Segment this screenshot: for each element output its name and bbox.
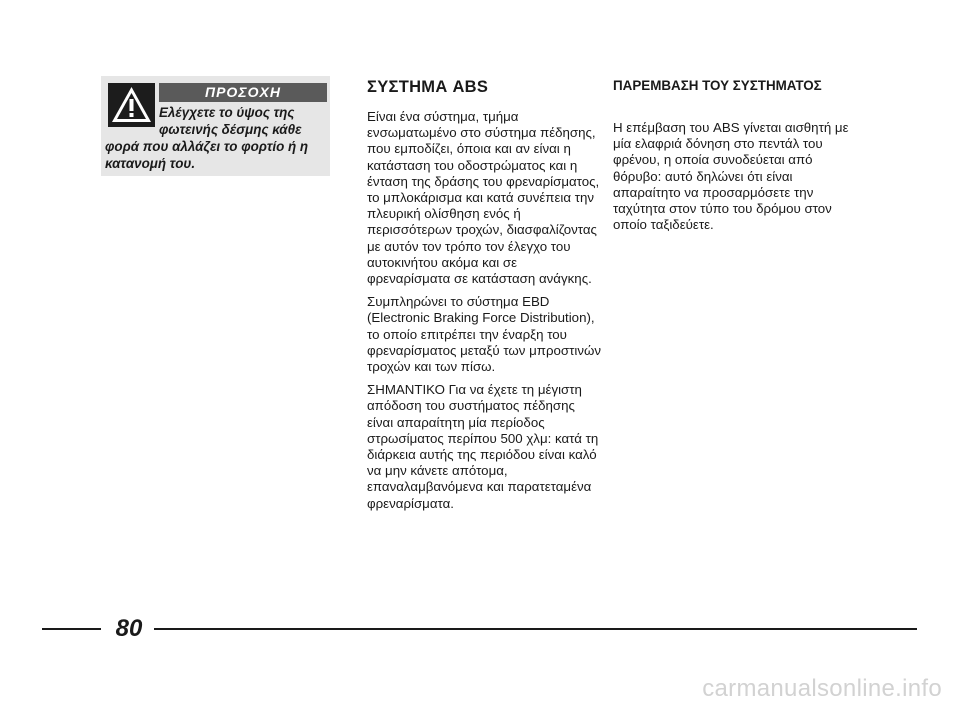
page-number: 80: [115, 615, 143, 642]
intervention-section-title: ΠΑΡΕΜΒΑΣΗ ΤΟΥ ΣΥΣΤΗΜΑΤΟΣ: [613, 78, 822, 93]
warning-box: [101, 76, 330, 176]
abs-section-title: ΣΥΣΤΗΜΑ ABS: [367, 78, 489, 96]
warning-text: Ελέγχετε το ύψος της φωτεινής δέσμης κάθε φορά που αλλάζει το φορτίο ή η κατανομή του.: [105, 105, 309, 171]
watermark: carmanualsonline.info: [702, 675, 942, 702]
warning-header: ΠΡΟΣΟΧΗ: [159, 83, 327, 102]
abs-paragraph: Συμπληρώνει το σύστημα EBD (Electronic Braking Force Distribution), το οποίο επιτρέπει την έναρξη του φρεναρίσματος μεταξύ των μπροστινών τροχών και των πίσω.: [367, 294, 602, 375]
intervention-section-text: Η επέμβαση του ABS γίνεται αισθητή με μία ελαφριά δόνηση στο πεντάλ του φρένου, η οποία συνοδεύεται από θόρυβο: αυτό δηλώνει ότι είναι απαραίτητο να προσαρμόσετε την ταχύτητα στον τύπο του δρόμου στον οποίο ταξιδεύετε.: [613, 120, 849, 233]
footer-rule-right: [154, 628, 917, 630]
abs-paragraph: ΣΗΜΑΝΤΙΚΟ Για να έχετε τη μέγιστη απόδοση του συστήματος πέδησης είναι απαραίτητη μία περίοδος στρωσίματος περίπου 500 χλμ: κατά τη διάρκεια αυτής της περιόδου είναι καλό να μην κάνετε απότομα, επαναλαμβανόμενα και παρατεταμένα φρεναρίσματα.: [367, 382, 599, 511]
footer-rule-left: [42, 628, 101, 630]
abs-paragraph: Είναι ένα σύστημα, τμήμα ενσωματωμένο στο σύστημα πέδησης, που εμποδίζει, όποια και αν είναι η κατάσταση του οδοστρώματος και η ένταση της δράσης του φρεναρίσματος, το μπλοκάρισμα και κατά συνέπεια την πλευρική ολίσθηση ενός ή περισσότερων τροχών, διασφαλίζοντας με αυτόν τον τρόπο τον έλεγχο του αυτοκινήτου ακόμα και σε φρεναρίσματα σε κατάσταση ανάγκης.: [367, 109, 600, 287]
abs-section-body: [367, 109, 602, 519]
